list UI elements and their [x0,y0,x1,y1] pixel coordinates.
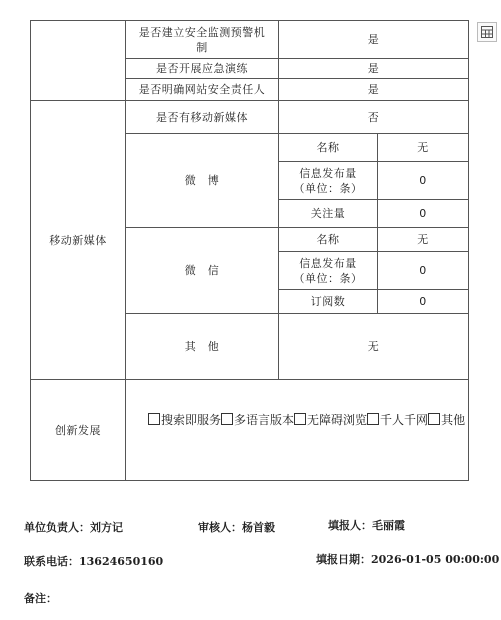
weibo-posts-label: 信息发布量（单位：条） [279,162,378,200]
innovation-options [126,380,469,481]
drill-label: 是否开展应急演练 [126,59,279,79]
remark: 备注： [24,592,57,605]
checkbox-search-service[interactable] [148,413,160,425]
checkbox-multilang[interactable] [221,413,233,425]
weixin-sub-label: 订阅数 [279,290,378,314]
reviewer: 审核人：杨首毅 [198,521,275,534]
monitor-value: 是 [279,21,469,59]
section-innovation: 创新发展 [31,380,126,481]
option-multilang: 多语言版本 [234,413,295,427]
table-tool-icon[interactable] [477,22,497,42]
filler: 填报人：毛丽霞 [328,519,405,532]
responsible-value: 是 [279,79,469,101]
unit-head: 单位负责人：刘方记 [24,521,123,534]
monitor-label: 是否建立安全监测预警机制 [126,21,279,59]
checkbox-personalized[interactable] [367,413,379,425]
weixin-name-value: 无 [378,228,469,252]
weixin-label: 微 信 [126,228,279,314]
weixin-sub-value: 0 [378,290,469,314]
has-mobile-value: 否 [279,101,469,134]
weibo-posts-value: 0 [378,162,469,200]
section-mobile-media: 移动新媒体 [31,101,126,380]
other-label: 其 他 [126,314,279,380]
option-search-service: 搜索即服务 [161,413,222,427]
drill-value: 是 [279,59,469,79]
weibo-name-value: 无 [378,134,469,162]
weixin-posts-value: 0 [378,252,469,290]
other-value: 无 [279,314,469,380]
option-accessibility: 无障碍浏览 [307,413,368,427]
has-mobile-label: 是否有移动新媒体 [126,101,279,134]
blank-left-cell [31,21,126,101]
contact-phone: 联系电话：13624650160 [24,555,164,568]
weixin-posts-label: 信息发布量（单位：条） [279,252,378,290]
checkbox-other[interactable] [428,413,440,425]
weixin-name-label: 名称 [279,228,378,252]
grid-icon [481,26,493,38]
report-date: 填报日期：2026-01-05 00:00:00 [316,553,500,566]
weibo-follow-value: 0 [378,200,469,228]
weibo-label: 微 博 [126,134,279,228]
option-personalized: 千人千网 [380,413,429,427]
innovation-option-list [148,413,465,427]
responsible-label: 是否明确网站安全责任人 [126,79,279,101]
weibo-name-label: 名称 [279,134,378,162]
option-other: 其他 [441,413,466,427]
weibo-follow-label: 关注量 [279,200,378,228]
checkbox-accessibility[interactable] [294,413,306,425]
report-table [30,20,469,481]
